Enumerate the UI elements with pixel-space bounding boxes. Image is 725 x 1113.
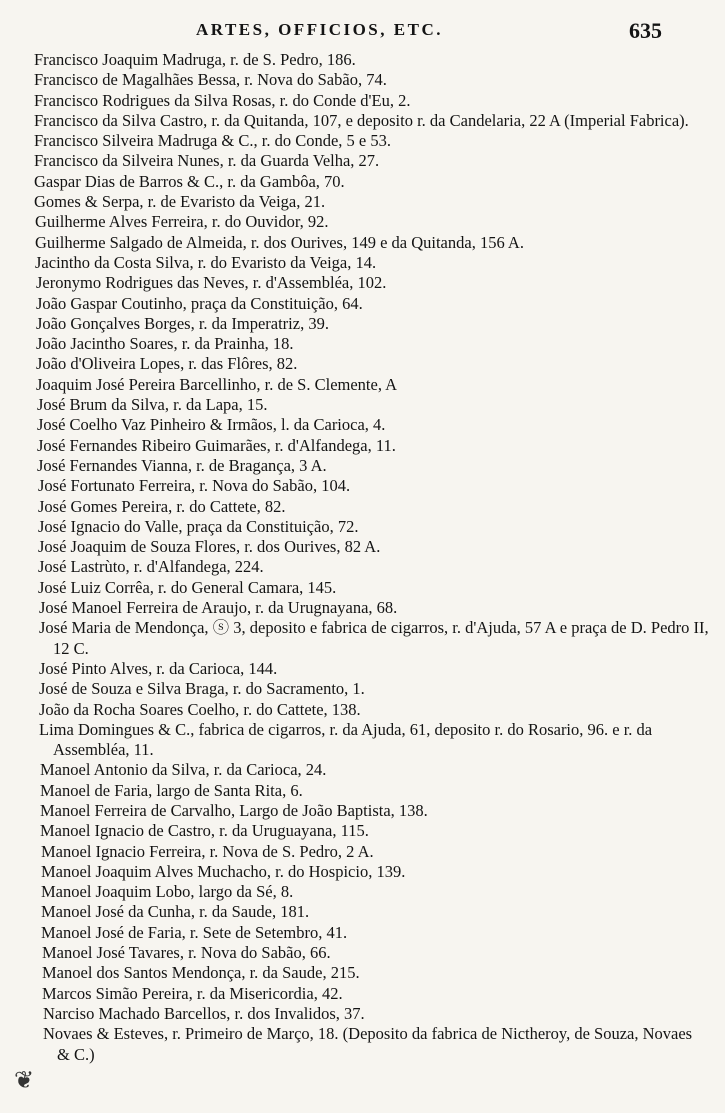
list-item: Francisco Silveira Madruga & C., r. do Conde, 5 e 53. [34, 131, 391, 151]
list-item: Narciso Machado Barcellos, r. dos Invalidos, 37. [43, 1003, 365, 1023]
list-item: Manoel Ignacio de Castro, r. da Uruguayana, 115. [40, 821, 369, 841]
list-item: Joaquim José Pereira Barcellinho, r. de S. Clemente, A [36, 374, 398, 394]
list-item: José Ignacio do Valle, praça da Constituição, 72. [38, 516, 359, 536]
list-item: Guilherme Alves Ferreira, r. do Ouvidor, 92. [35, 212, 329, 232]
running-title: ARTES, OFFICIOS, ETC. [196, 20, 443, 39]
list-item: Francisco Rodrigues da Silva Rosas, r. do Conde d'Eu, 2. [34, 90, 411, 110]
list-item: José Joaquim de Souza Flores, r. dos Ourives, 82 A. [38, 537, 381, 557]
list-item: Francisco Joaquim Madruga, r. de S. Pedro, 186. [34, 50, 356, 69]
list-item: Manoel José da Cunha, r. da Saude, 181. [41, 902, 310, 922]
list-item: José Coelho Vaz Pinheiro & Irmãos, l. da Carioca, 4. [37, 415, 386, 435]
list-item: José Fernandes Vianna, r. de Bragança, 3 A. [37, 455, 327, 475]
list-item: Manoel Ignacio Ferreira, r. Nova de S. Pedro, 2 A. [41, 841, 374, 861]
printer-mark-icon: ❦ [14, 1068, 35, 1094]
list-item: Jacintho da Costa Silva, r. do Evaristo da Veiga, 14. [35, 252, 377, 272]
list-item: José Gomes Pereira, r. do Cattete, 82. [38, 496, 286, 516]
list-item: Gomes & Serpa, r. de Evaristo da Veiga, 21. [34, 192, 326, 212]
list-item: Francisco da Silva Castro, r. da Quitanda, 107, e deposito r. da Candelaria, 22 A (Imperial Fabrica). [34, 110, 689, 130]
list-item: João Gaspar Coutinho, praça da Constituição, 64. [36, 293, 363, 313]
list-item: Marcos Simão Pereira, r. da Misericordia, 42. [42, 983, 343, 1003]
list-item: José Fernandes Ribeiro Guimarães, r. d'Alfandega, 11. [37, 435, 396, 455]
list-item: Manoel dos Santos Mendonça, r. da Saude, 215. [42, 963, 360, 983]
list-item: Francisco da Silveira Nunes, r. da Guarda Velha, 27. [34, 151, 380, 171]
list-item: Jeronymo Rodrigues das Neves, r. d'Assembléa, 102. [36, 273, 387, 293]
list-item: Manoel Ferreira de Carvalho, Largo de João Baptista, 138. [40, 800, 428, 820]
list-item: José Luiz Corrêa, r. do General Camara, 145. [38, 577, 337, 597]
list-item: Lima Domingues & C., fabrica de cigarros, r. da Ajuda, 61, deposito r. do Rosario, 96. e r. da Assembléa, 11. [39, 719, 653, 760]
list-item: José Pinto Alves, r. da Carioca, 144. [39, 658, 278, 678]
list-item: João d'Oliveira Lopes, r. das Flôres, 82. [36, 354, 298, 374]
list-item: João Gonçalves Borges, r. da Imperatriz, 39. [36, 313, 329, 333]
list-item: João Jacintho Soares, r. da Prainha, 18. [36, 334, 294, 354]
list-item: João da Rocha Soares Coelho, r. do Cattete, 138. [39, 699, 361, 719]
list-item: Manoel José Tavares, r. Nova do Sabão, 66. [42, 943, 331, 963]
list-item: José Fortunato Ferreira, r. Nova do Sabão, 104. [38, 476, 351, 496]
list-item: Manoel Antonio da Silva, r. da Carioca, 24. [40, 760, 327, 780]
list-item: José Lastrùto, r. d'Alfandega, 224. [38, 557, 264, 577]
list-item: José de Souza e Silva Braga, r. do Sacramento, 1. [39, 679, 365, 699]
list-item: Gaspar Dias de Barros & C., r. da Gambôa, 70. [34, 171, 345, 191]
list-item: José Maria de Mendonça, ⓢ 3, deposito e fabrica de cigarros, r. d'Ajuda, 57 A e praça de D. Pedro II, 12 C. [39, 618, 709, 658]
list-item: Guilherme Salgado de Almeida, r. dos Ourives, 149 e da Quitanda, 156 A. [35, 232, 524, 252]
list-item: Manoel de Faria, largo de Santa Rita, 6. [40, 780, 303, 800]
page-number: 635 [629, 18, 662, 43]
list-item: Novaes & Esteves, r. Primeiro de Março, 18. (Deposito da fabrica de Nictheroy, de Souza, Novaes & C.) [43, 1024, 693, 1064]
page-header [0, 18, 725, 48]
list-item: José Manoel Ferreira de Araujo, r. da Urugnayana, 68. [39, 598, 398, 618]
list-item: Manoel José de Faria, r. Sete de Setembro, 41. [41, 922, 348, 942]
list-item: José Brum da Silva, r. da Lapa, 15. [37, 395, 268, 415]
list-item: Manoel Joaquim Lobo, largo da Sé, 8. [41, 882, 294, 902]
directory-listing [0, 50, 725, 1065]
list-item: Manoel Joaquim Alves Muchacho, r. do Hospicio, 139. [41, 861, 406, 881]
list-item: Francisco de Magalhães Bessa, r. Nova do Sabão, 74. [34, 70, 387, 90]
